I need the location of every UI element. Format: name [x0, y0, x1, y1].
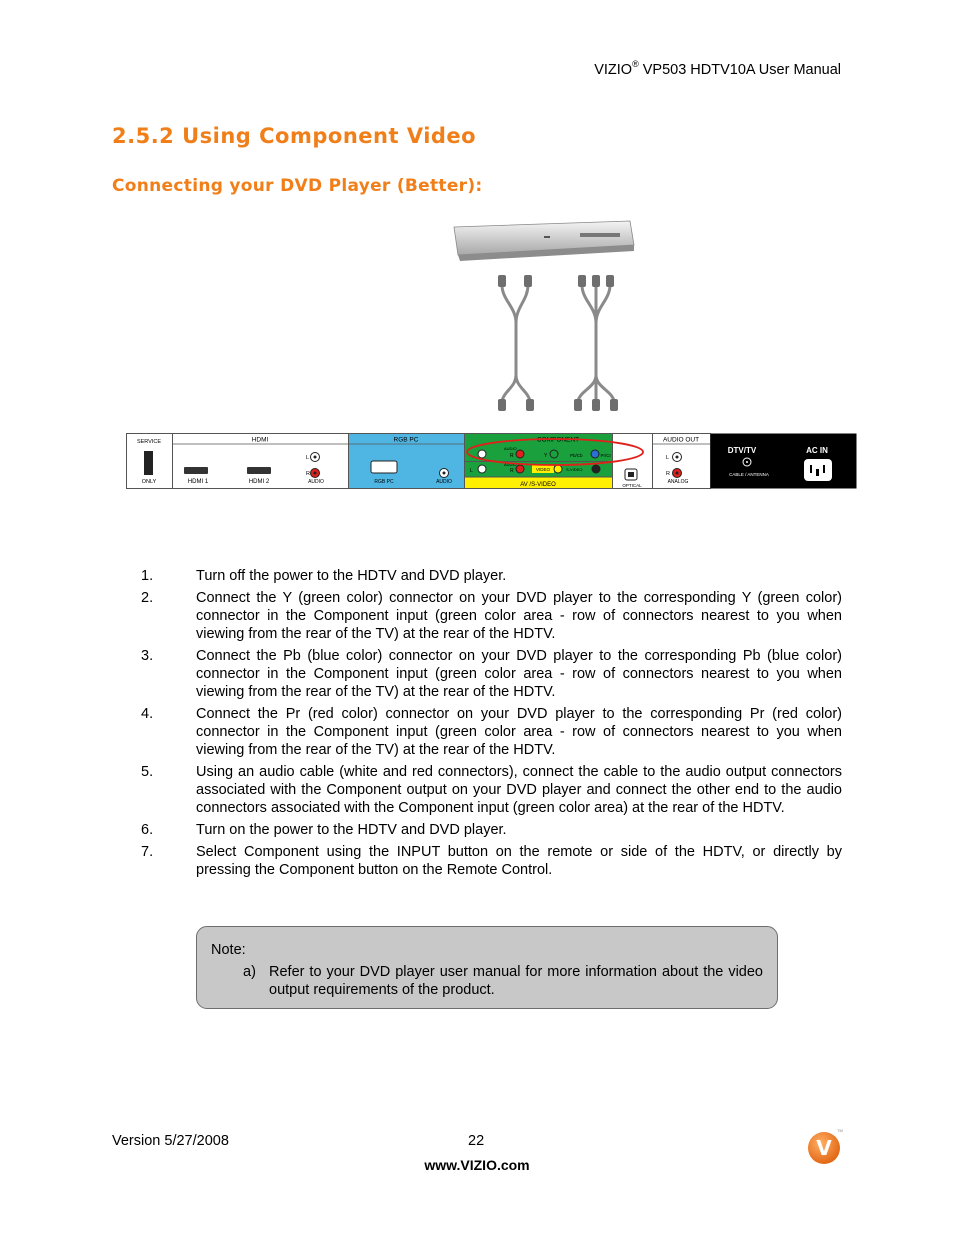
- svideo-label: S-VIDEO: [566, 467, 583, 472]
- page-number: 22: [468, 1133, 485, 1149]
- cable-antenna-label: CABLE / ANTENNA: [729, 472, 769, 477]
- component-pb-label: Pb/Cb: [570, 453, 583, 458]
- vga-port: [371, 461, 397, 473]
- service-label: SERVICE: [136, 439, 162, 445]
- av-audio-l-jack: [478, 465, 486, 473]
- dtv-tv-label: DTV/TV: [727, 446, 757, 455]
- audio-out-label: AUDIO OUT: [662, 436, 700, 444]
- step-item: 3. Connect the Pb (blue color) connector on your DVD player to the corresponding Pb (blue color) connector in the Component input (green color area - row of connectors nearest to you when viewing from the rear of the TV) at the rear of the HDTV.: [141, 648, 842, 700]
- component-label: COMPONENT: [536, 436, 580, 444]
- component-y-label: Y: [544, 453, 548, 459]
- audio-out-analog-label: ANALOG: [667, 479, 689, 485]
- document-header: [594, 60, 841, 78]
- av-audio-label: AUDIO: [504, 462, 517, 467]
- hdmi-label: HDMI: [251, 436, 269, 444]
- hdmi2-port: [247, 467, 271, 474]
- hdmi1-port: [184, 467, 208, 474]
- step-item: 7. Select Component using the INPUT button on the remote or side of the HDTV, or directly by pressing the Component button on the Remote Control.: [141, 844, 842, 878]
- component-audio-l-jack: [478, 450, 486, 458]
- section-subheading: Connecting your DVD Player (Better):: [112, 176, 483, 196]
- logo-mark: V: [816, 1136, 832, 1160]
- component-cable: [578, 285, 614, 401]
- trademark-mark: TM: [837, 1128, 843, 1133]
- av-audio-r-jack: [516, 465, 524, 473]
- pc-audio-label: AUDIO: [436, 479, 452, 485]
- audio-out-l-label: L: [666, 455, 670, 461]
- audio-out-r-label: R: [666, 471, 670, 477]
- hdmi-audio-label: AUDIO: [308, 479, 324, 485]
- service-port: [144, 451, 153, 475]
- registered-mark: ®: [632, 59, 639, 69]
- av-video-jack: [554, 465, 562, 473]
- rgb-pc-port-label: RGB PC: [374, 479, 394, 485]
- component-audio-r-label: R: [510, 453, 514, 459]
- section-heading: 2.5.2 Using Component Video: [112, 124, 477, 148]
- brand-name: VIZIO: [594, 61, 633, 78]
- component-pr-label: Pr/Cr: [600, 453, 611, 458]
- av-audio-r-label: R: [510, 468, 514, 474]
- note-item: [211, 963, 763, 999]
- note-item-letter: a): [243, 964, 256, 980]
- component-pb-jack: [591, 450, 599, 458]
- hdmi-audio-l-label: L: [306, 455, 310, 461]
- audio-cable: [502, 285, 530, 401]
- instruction-steps: [141, 567, 842, 883]
- component-audio-label: AUDIO: [504, 446, 517, 451]
- step-item: 5. Using an audio cable (white and red connectors), connect the cable to the audio output connectors associated with the Component output on your DVD player and connect the other end to the audio connectors associated with the Component input (green color area) at the rear of the HDTV.: [141, 764, 842, 816]
- optical-label: OPTICAL: [622, 483, 642, 488]
- note-item-text: Refer to your DVD player user manual for more information about the video output requirements of the product.: [269, 964, 763, 998]
- dvd-player-cables-illustration: [440, 215, 640, 415]
- hdmi-audio-r-label: R: [306, 471, 310, 477]
- step-item: 4. Connect the Pr (red color) connector on your DVD player to the corresponding Pr (red color) connector in the Component input (green color area - row of connectors nearest to you when viewing from the rear of the TV) at the rear of the HDTV.: [141, 706, 842, 758]
- note-label: Note:: [211, 942, 246, 958]
- hdmi1-label: HDMI 1: [187, 479, 209, 485]
- manual-title: VP503 HDTV10A User Manual: [642, 61, 841, 78]
- service-only-label: ONLY: [141, 479, 157, 485]
- av-audio-l-label: L: [470, 468, 473, 474]
- step-item: 2. Connect the Y (green color) connector on your DVD player to the corresponding Y (green color) connector in the Component input (green color area - row of connectors nearest to you when viewing from the rear of the TV) at the rear of the HDTV.: [141, 590, 842, 642]
- av-svideo-label: AV /S-VIDEO: [520, 482, 556, 488]
- vizio-logo-icon: [806, 1126, 844, 1166]
- dvd-player: [454, 221, 634, 261]
- dtv-ac-section: [711, 434, 857, 489]
- step-item: 6. Turn on the power to the HDTV and DVD player.: [141, 822, 507, 838]
- footer-url: www.VIZIO.com: [424, 1157, 530, 1173]
- component-audio-r-jack: [516, 450, 524, 458]
- svideo-jack: [592, 465, 601, 474]
- rgb-pc-label: RGB PC: [393, 436, 419, 444]
- hdmi2-label: HDMI 2: [248, 479, 270, 485]
- av-video-label: VIDEO: [536, 467, 551, 472]
- component-y-jack: [550, 450, 558, 458]
- ac-in-label: AC IN: [806, 446, 828, 455]
- note-box: [196, 926, 778, 1009]
- step-item: 1. Turn off the power to the HDTV and DVD player.: [141, 568, 507, 584]
- tv-rear-connector-panel: [126, 433, 857, 490]
- footer-version: Version 5/27/2008: [112, 1133, 229, 1149]
